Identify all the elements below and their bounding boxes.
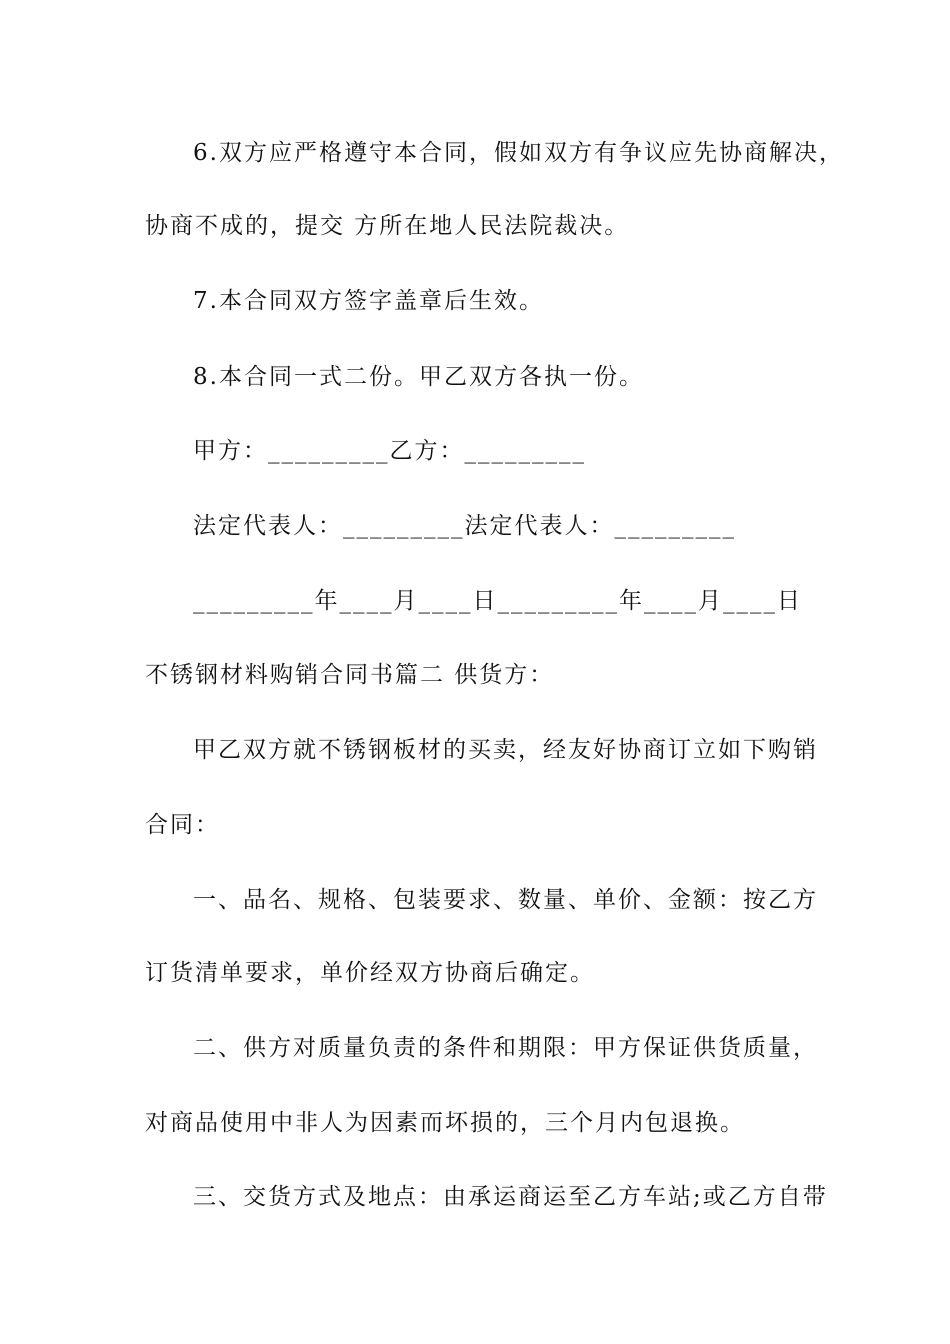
section-heading: 不锈钢材料购销合同书篇二 供货方： — [145, 662, 555, 688]
clause-6-line-1: 6.双方应严格遵守本合同，假如双方有争议应先协商解决， — [193, 140, 844, 166]
intro-line-1: 甲乙双方就不锈钢板材的买卖，经友好协商订立如下购销 — [193, 737, 818, 763]
date-line: _________年____月____日_________年____月____日 — [193, 588, 802, 614]
item-1-line-1: 一、品名、规格、包装要求、数量、单价、金额：按乙方 — [193, 887, 818, 913]
item-3-line-1: 三、交货方式及地点：由承运商运至乙方车站;或乙方自带 — [193, 1184, 828, 1210]
item-2-line-2: 对商品使用中非人为因素而坏损的，三个月内包退换。 — [145, 1110, 745, 1136]
item-2-line-1: 二、供方对质量负责的条件和期限：甲方保证供货质量， — [193, 1035, 818, 1061]
intro-line-2: 合同： — [145, 812, 220, 838]
item-1-line-2: 订货清单要求，单价经双方协商后确定。 — [145, 960, 595, 986]
legal-representative-line: 法定代表人：_________法定代表人：_________ — [193, 513, 736, 539]
clause-7: 7.本合同双方签字盖章后生效。 — [193, 288, 544, 314]
party-signature-line: 甲方：_________乙方：_________ — [193, 438, 586, 464]
clause-8: 8.本合同一式二份。甲乙双方各执一份。 — [193, 364, 644, 390]
clause-6-line-2: 协商不成的，提交 方所在地人民法院裁决。 — [145, 213, 630, 239]
